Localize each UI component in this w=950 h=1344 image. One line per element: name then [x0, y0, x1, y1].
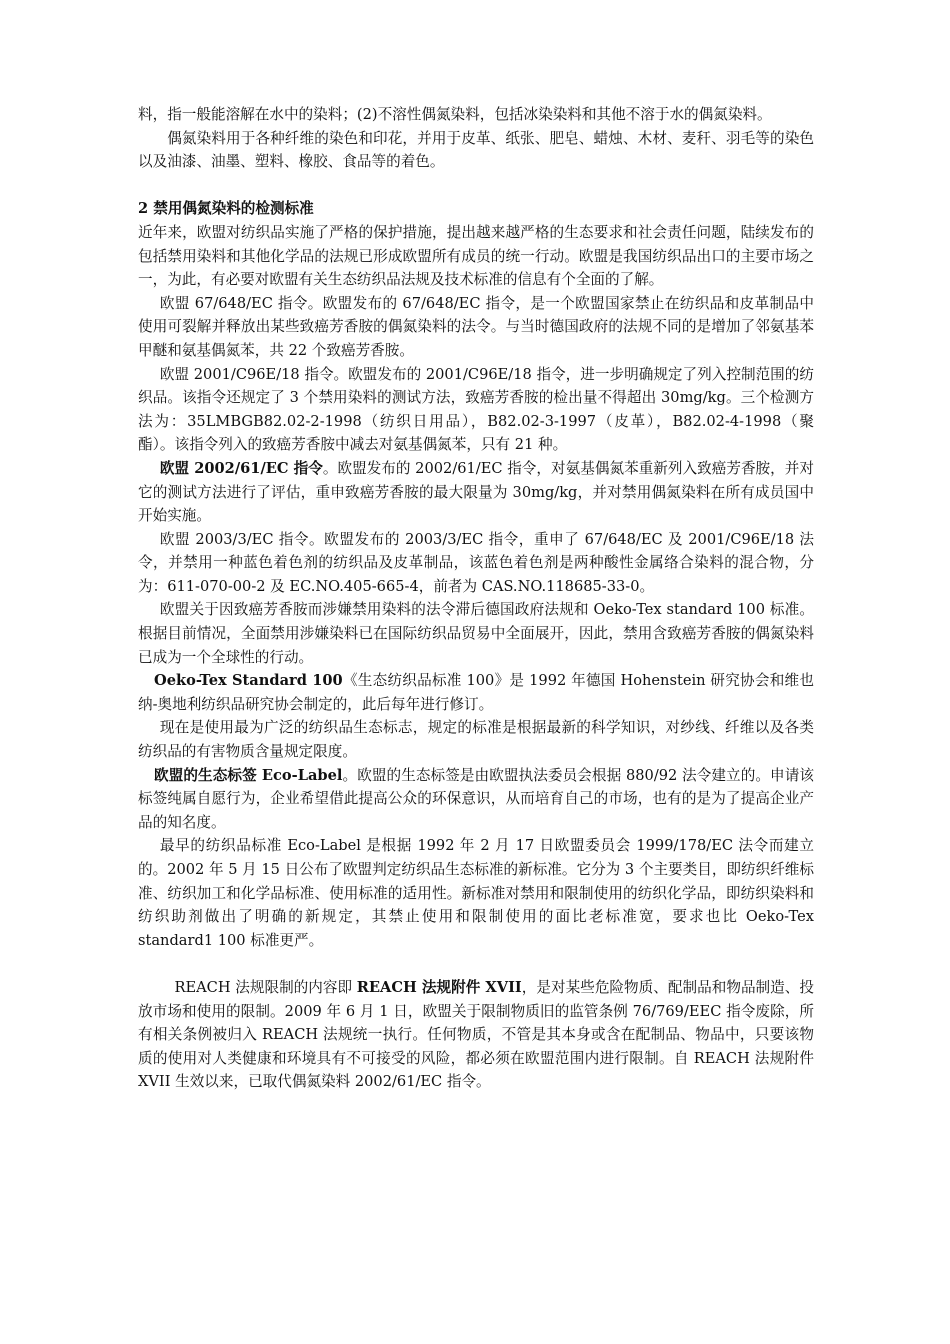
paragraph-directive-67-648: 欧盟 67/648/EC 指令。欧盟发布的 67/648/EC 指令，是一个欧盟国家禁止在纺织品和皮革制品中使用可裂解并释放出某些致癌芳香胺的偶氮染料的法令。与当时德国政府的法规不同的是增加了邻氨基苯甲醚和氨基偶氮苯，共 22 个致癌芳香胺。 — [138, 294, 814, 359]
document-body — [138, 103, 814, 1094]
paragraph-eu-lag: 欧盟关于因致癌芳香胺而涉嫌禁用染料的法令滞后德国政府法规和 Oeko-Tex standard 100 标准。根据目前情况，全面禁用涉嫌染料已在国际纺织品贸易中全面展开，因此，禁用含致癌芳香胺的偶氮染料已成为一个全球性的行动。 — [138, 601, 814, 666]
oeko-tex-text: 《生态纺织品标准 100》是 1992 年德国 Hohenstein 研究协会和维也纳-奥地利纺织品研究协会制定的，此后每年进行修订。 — [138, 672, 814, 713]
paragraph-eu-overview: 近年来，欧盟对纺织品实施了严格的保护措施，提出越来越严格的生态要求和社会责任问题，陆续发布的包括禁用染料和其他化学品的法规已形成欧盟所有成员的统一行动。欧盟是我国纺织品出口的主要市场之一，为此，有必要对欧盟有关生态纺织品法规及技术标准的信息有个全面的了解。 — [138, 223, 814, 289]
directive-2002-61-title: 欧盟 2002/61/EC 指令 — [159, 459, 323, 477]
directive-2002-61-text: 。欧盟发布的 2002/61/EC 指令，对氨基偶氮苯重新列入致癌芳香胺，并对它的测试方法进行了评估，重申致癌芳香胺的最大限量为 30mg/kg，并对禁用偶氮染料在所有成员国中开始实施。 — [138, 459, 814, 525]
eco-label-text: 。欧盟的生态标签是由欧盟执法委员会根据 880/92 法令建立的。申请该标签纯属自愿行为，企业希望借此提高公众的环保意识，从而培育自己的市场，也有的是为了提高企业产品的知名度。 — [138, 766, 814, 831]
paragraph-directive-2001-c96e: 欧盟 2001/C96E/18 指令。欧盟发布的 2001/C96E/18 指令，进一步明确规定了列入控制范围的纺织品。该指令还规定了 3 个禁用染料的测试方法，致癌芳香胺的检出量不得超出 30mg/kg。三个检测方法为：35LMBGB82.02-2-1998（纺织日用品），B82.02-3-1997（皮革），B82.02-4-1998（聚酯）。该指令列入的致癌芳香胺中减去对氨基偶氮苯，只有 21 种。 — [138, 365, 814, 454]
reach-annex-title: REACH 法规附件 XVII — [356, 978, 522, 996]
reach-intro: REACH 法规限制的内容即 — [174, 978, 357, 996]
paragraph-reach-annex-xvii — [138, 976, 814, 1094]
paragraph-directive-2003-3: 欧盟 2003/3/EC 指令。欧盟发布的 2003/3/EC 指令，重申了 67/648/EC 及 2001/C96E/18 法令，并禁用一种蓝色着色剂的纺织品及皮革制品，该蓝色着色剂是两种酸性金属络合染料的混合物，分为：611-070-00-2 及 EC.NO.405-665-4，前者为 CAS.NO.118685-33-0。 — [138, 530, 814, 595]
section-heading: 2 禁用偶氮染料的检测标准 — [138, 200, 314, 218]
paragraph-oeko-tex — [138, 669, 814, 716]
paragraph-azo-types-continued: 料，指一般能溶解在水中的染料；(2)不溶性偶氮染料，包括冰染染料和其他不溶于水的偶氮染料。 — [138, 106, 772, 123]
reach-text: ，是对某些危险物质、配制品和物品制造、投放市场和使用的限制。2009 年 6 月 1 日，欧盟关于限制物质旧的监管条例 76/769/EEC 指令废除，所有相关条例被归入 REACH 法规统一执行。任何物质，不管是其本身或含在配制品、物品中，只要该物质的使用对人类健康和环境具有不可接受的风险，都必须在欧盟范围内进行限制。自 REACH 法规附件 XVII 生效以来，已取代偶氮染料 2002/61/EC 指令。 — [138, 978, 814, 1091]
paragraph-eco-label-history: 最早的纺织品标准 Eco-Label 是根据 1992 年 2 月 17 日欧盟委员会 1999/178/EC 法令而建立的。2002 年 5 月 15 日公布了欧盟判定纺织品生态标准的新标准。它分为 3 个主要类目，即纺织纤维标准、纺织加工和化学品标准、使用标准的适用性。新标准对禁用和限制使用的纺织化学品，即纺织染料和纺织助剂做出了明确的新规定，其禁止使用和限制使用的面比老标准宽，要求也比 Oeko-Tex standard1 100 标准更严。 — [138, 837, 814, 949]
paragraph-directive-2002-61 — [138, 457, 814, 528]
paragraph-azo-uses: 偶氮染料用于各种纤维的染色和印花，并用于皮革、纸张、肥皂、蜡烛、木材、麦秆、羽毛等的染色以及油漆、油墨、塑料、橡胶、食品等的着色。 — [138, 129, 814, 171]
eco-label-title: 欧盟的生态标签 Eco-Label — [154, 766, 343, 784]
paragraph-eco-label — [138, 764, 814, 835]
paragraph-oeko-tex-usage: 现在是使用最为广泛的纺织品生态标志，规定的标准是根据最新的科学知识，对纱线、纤维以及各类纺织品的有害物质含量规定限度。 — [138, 719, 814, 761]
oeko-tex-title: Oeko-Tex Standard 100 — [154, 672, 343, 690]
